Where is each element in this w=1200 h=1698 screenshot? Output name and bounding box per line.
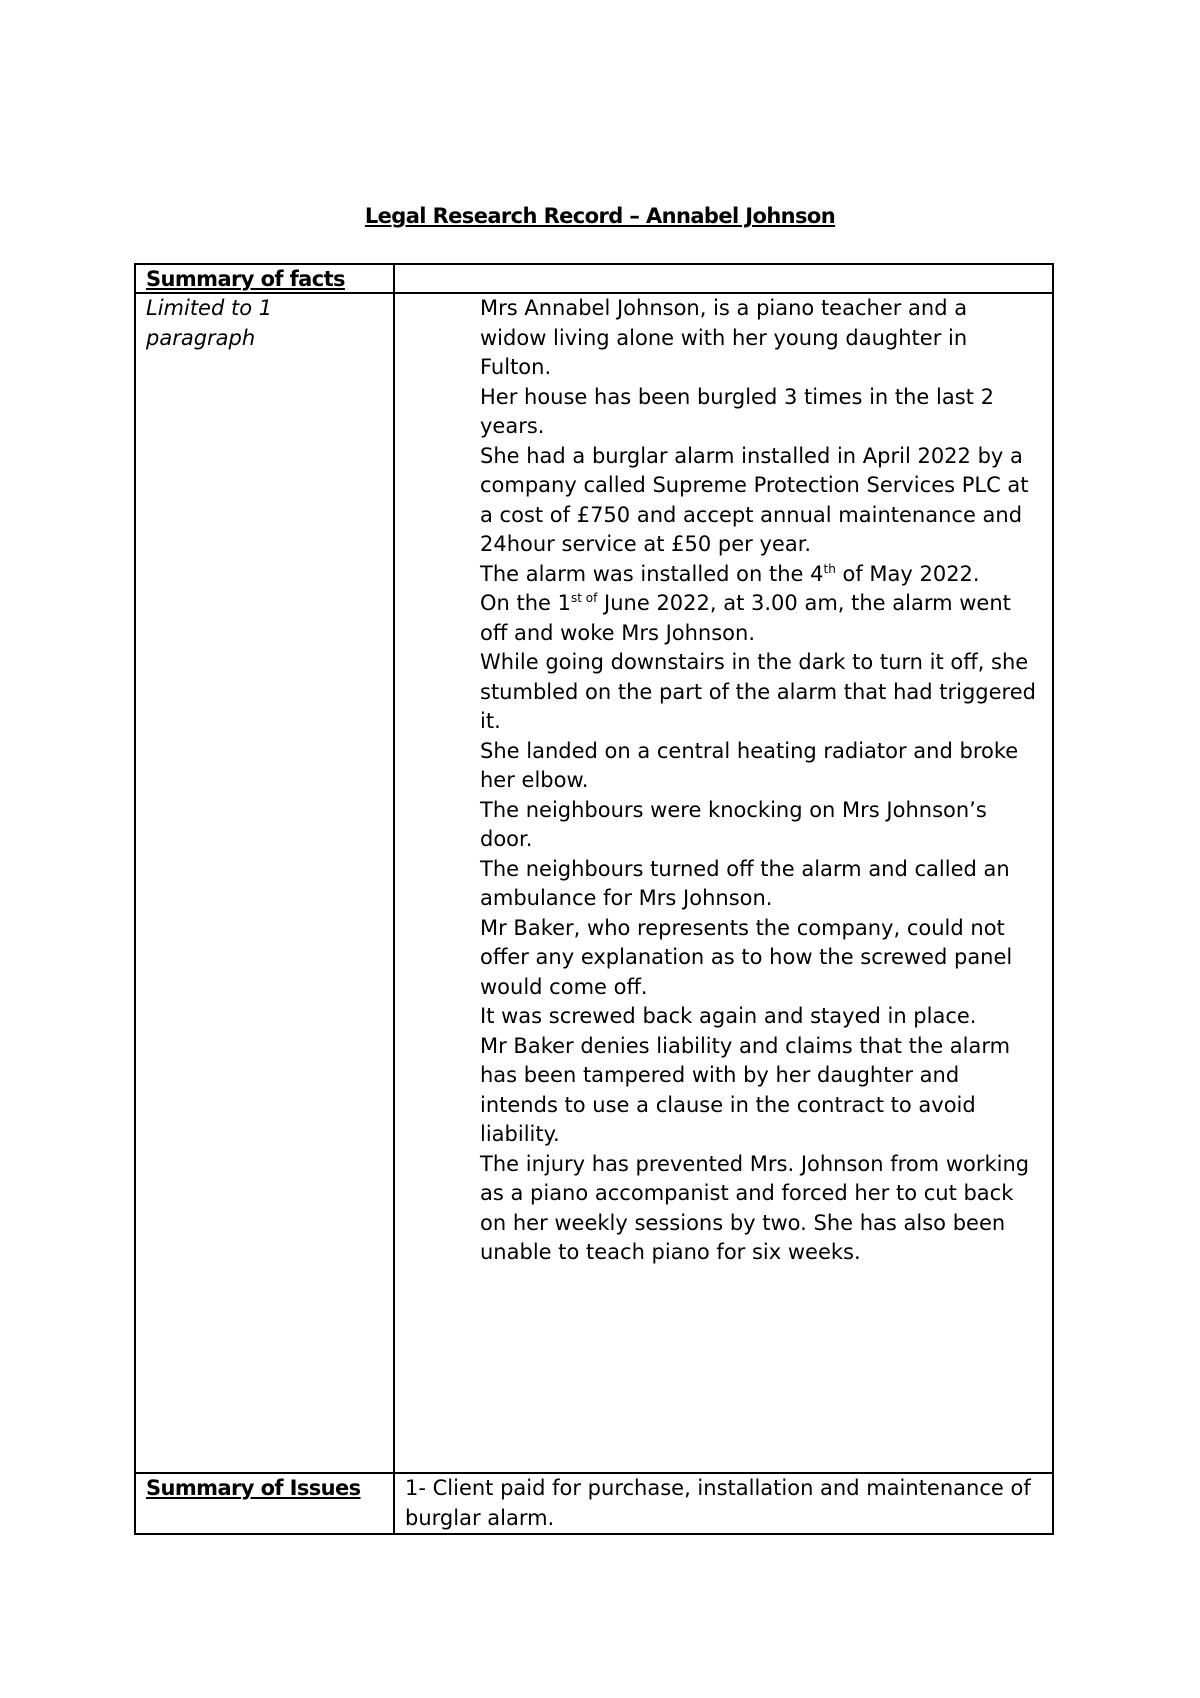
fact-text: The alarm was installed on the 4 [480, 561, 824, 586]
fact-item: It was screwed back again and stayed in place. [480, 1004, 977, 1028]
fact-item: While going downstairs in the dark to turn it off, she stumbled on the part of the alarm that had triggered it. [480, 650, 1036, 733]
issues-cell [394, 1473, 1053, 1534]
fact-text: On the 1 [480, 591, 572, 615]
facts-header-row [135, 264, 1053, 293]
facts-body-row [135, 293, 1053, 1473]
fact-text: of May 2022. [835, 561, 980, 586]
summary-of-facts-label: Summary of facts [146, 267, 345, 291]
facts-header-empty-cell [394, 264, 1053, 293]
fact-item [480, 560, 1040, 590]
fact-item: Mrs Annabel Johnson, is a piano teacher and a widow living alone with her young daughter in Fulton. [480, 296, 968, 379]
limit-note-cell [135, 293, 394, 1473]
limit-note: Limited to 1 paragraph [146, 296, 273, 350]
fact-item: She had a burglar alarm installed in April 2022 by a company called Supreme Protection Services PLC at a cost of £750 and accept annual maintenance and 24hour service at £50 per year. [480, 443, 1029, 556]
facts-cell [394, 293, 1053, 1473]
fact-text: June 2022, at 3.00 am, the alarm went off and woke Mrs Johnson. [480, 591, 1011, 645]
summary-of-issues-label: Summary of Issues [146, 1476, 361, 1500]
ordinal-suffix: st of [571, 591, 598, 605]
page-title: Legal Research Record – Annabel Johnson [364, 204, 836, 228]
fact-item [480, 589, 1040, 648]
fact-item: Her house has been burgled 3 times in the last 2 years. [480, 384, 994, 438]
ordinal-suffix: th [823, 561, 836, 576]
fact-item: She landed on a central heating radiator and broke her elbow. [480, 738, 1019, 792]
summary-of-issues-cell [135, 1473, 394, 1534]
fact-item: Mr Baker, who represents the company, could not offer any explanation as to how the screwed panel would come off. [480, 915, 1013, 999]
facts-list [395, 294, 1052, 1268]
issue-item: 1- Client paid for purchase, installation and maintenance of burglar alarm. [405, 1476, 1031, 1530]
fact-item: The injury has prevented Mrs. Johnson from working as a piano accompanist and forced her to cut back on her weekly sessions by two. She has also been unable to teach piano for six weeks. [480, 1151, 1030, 1264]
research-record-table [134, 263, 1054, 1535]
fact-item: Mr Baker denies liability and claims that the alarm has been tampered with by her daughter and intends to use a clause in the contract to avoid liability. [480, 1033, 1011, 1146]
fact-item: The neighbours turned off the alarm and called an ambulance for Mrs Johnson. [480, 856, 1010, 910]
fact-item: The neighbours were knocking on Mrs Johnson’s door. [480, 797, 987, 851]
summary-of-facts-cell [135, 264, 394, 293]
issues-row [135, 1473, 1053, 1534]
